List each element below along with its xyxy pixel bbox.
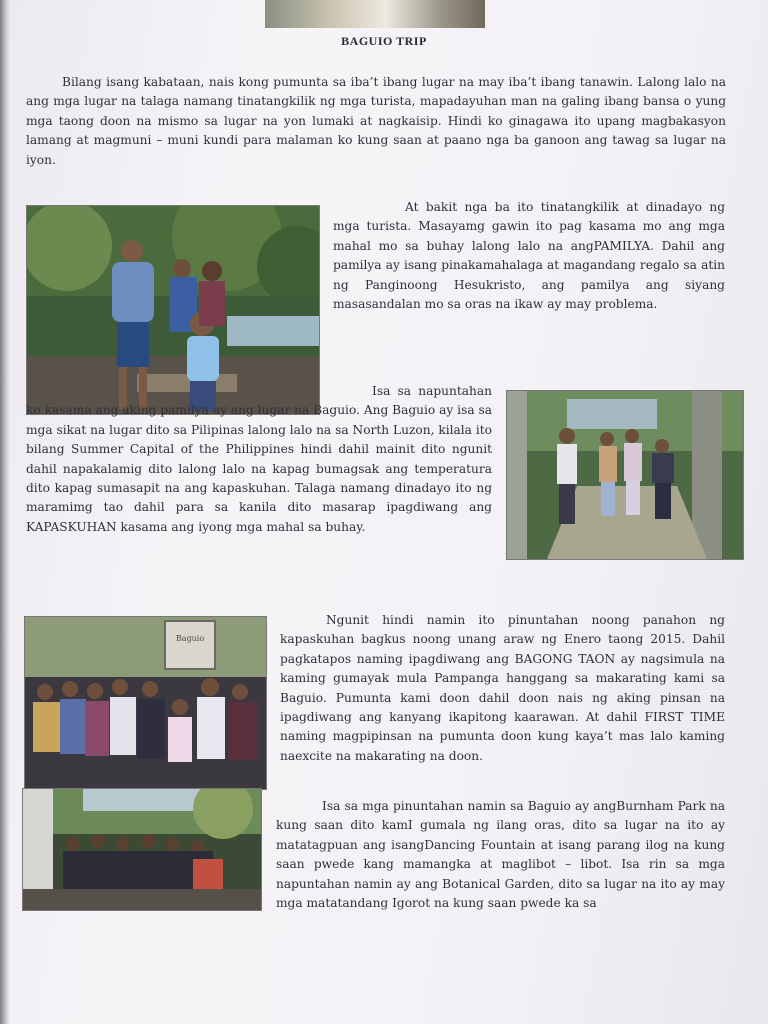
paragraph-intro: Bilang isang kabataan, nais kong pumunta sa iba’t ibang lugar na may iba’t ibang tanawin. Lalong lalo na ang mga lugar na talaga namang tinatangkilik ng mga turista, mapadayuhan man na galing ibang bansa o yung mga taong doon na mismo sa lugar na yon lumaki at nagkaisip. Hindi ko ginagawa ito upang magbakasyon lamang at magmuni – muni kundi para malaman ko kung saan at paano nga ba ganoon ang tawag sa lugar na iyon. (26, 75, 726, 167)
page-edge-shadow (0, 0, 10, 1024)
top-photo-cropped (265, 0, 485, 28)
paragraph-baguio: Isa sa napuntahan ko kasama ang aking pamilya ay ang lugar na Baguio. Ang Baguio ay isa sa mga sikat na lugar dito sa Pilipinas lalong lalo na sa North Luzon, kilala ito bilang Summer Capital of the Philippines hindi dahil mainit dito ngunit dahil napakalamig dito lalong lalo na kapag bumagsak ang temperatura dito kapag sumasapit na ang kapaskuhan. Talaga namang dinadayo ito ng maramimg tao dahil para sa kanila dito masarap ipagdiwang ang KAPASKUHAN kasama ang iyong mga mahal sa buhay. (26, 384, 492, 534)
group-seated-photo (24, 616, 267, 790)
group-outdoor-photo (22, 788, 262, 911)
paragraph-burnham: Isa sa mga pinuntahan namin sa Baguio ay angBurnham Park na kung saan dito kamI gumala ng ilang oras, dito sa lugar na ito ay matatagpuan ang isangDancing Fountain at isang parang ilog na kung saan pwede kang mamangka at maglibot – libot. Isa rin sa mga napuntahan namin ay ang Botanical Garden, dito sa lugar na ito ay may mga matatandang Igorot na kung saan pwede ka sa (276, 799, 725, 911)
page-title: BAGUIO TRIP (341, 34, 427, 48)
paragraph-january: Ngunit hindi namin ito pinuntahan noong panahon ng kapaskuhan bagkus noong unang araw ng Enero taong 2015. Dahil pagkatapos naming ipagdiwang ang BAGONG TAON ay nagsimula na kaming gumayak mula Pampanga hanggang sa makarating kami sa Baguio. Pumunta kami doon dahil doon nais ng aking pinsan na ipagdiwang ang kanyang ikapitong kaarawan. At dahil FIRST TIME naming magpipinsan na pumunta doon kung kaya’t mas lalo kaming naexcite na makarating na doon. (280, 613, 725, 763)
paragraph-family: At bakit nga ba ito tinatangkilik at dinadayo ng mga turista. Masayamg gawin ito pag kasama mo ang mga mahal mo sa buhay lalong lalo na angPAMILYA. Dahil ang pamilya ay isang pinakamahalaga at magandang regalo sa atin ng Panginoong Hesukristo, ang pamilya ang siyang masasandalan mo sa oras na ikaw ay may problema. (333, 200, 725, 312)
group-walking-photo (506, 390, 744, 560)
sign-text: Baguio (175, 634, 205, 643)
